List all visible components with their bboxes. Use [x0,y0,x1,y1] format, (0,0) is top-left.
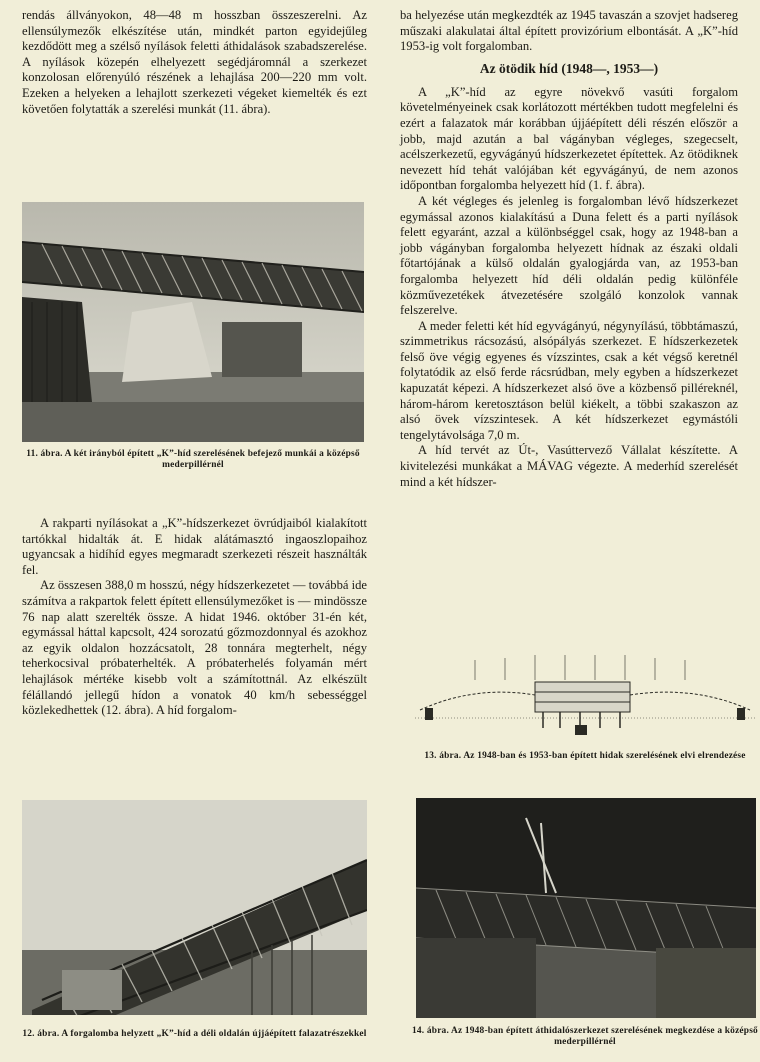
section-heading: Az ötödik híd (1948—, 1953—) [479,60,659,76]
paragraph: A rakparti nyílásokat a „K”-hídszerkezet övrúdjaiból kialakított tartókkal hidalták át. E hidak alátámasztó ingaoszlopaihoz ugyancsak a hidíhíd egyes megmaradt szerkezeti részeit használták fel. [22,516,367,577]
figure-12-caption: 12. ábra. A forgalomba helyzett „K”-híd a déli oldalán újjáépített falazatrészekkel [22,1029,367,1039]
bridge-photo-12 [22,800,367,1015]
paragraph: A két végleges és jelenleg is forgalomban lévő hídszerkezet egymással azonos kialakítású a Duna felett és a parti nyílások felett egyaránt, azzal a különbséggel csak, hogy az 1948-ban a jobb vágányban forgalomba helyezett hídnak az északi oldali főtartójának a külső oldalán gyalogjárda van, az 1953-ban forgalomba helyezett híd déli oldalán pedig különféle közművezetékek átvezetésére szolgáló konzolok vannak felszerelve. [400,193,738,318]
right-column [400,8,738,490]
paragraph: rendás állványokon, 48—48 m hosszban összeszerelni. Az ellensúlymezők elkészítése után, mindkét parton egyidejűleg kezdődött meg a szélső nyílások feletti áthidalások szabadszerelése. A nyílások közepén elhelyezett segédjáromnál a szerkezet konzolosan előrenyúló részének a lehajlása 200—220 mm volt. Ezeken a helyeken a lehajlott szerkezeti végeket kiemelték és ezt követően folytatták a szerelési munkát (11. ábra). [22,8,367,116]
bridge-photo-11 [22,202,364,442]
figure-13-caption: 13. ábra. Az 1948-ban és 1953-ban épített hidak szerelésének elvi elrendezése [424,751,746,761]
bridge-photo-14 [416,798,756,1018]
erection-diagram-13 [415,640,755,745]
figure-14-caption: 14. ábra. Az 1948-ban épített áthidalószerkezet szerelésének megkezdése a középső mederpillérnél [412,1026,758,1047]
paragraph: ba helyezése után megkezdték az 1945 tavaszán a szovjet hadsereg műszaki alakulatai által épített provizórium elbontását. A „K”-híd 1953-ig volt forgalomban. [400,8,738,54]
figure-12-photo [22,800,367,1015]
figure-11-photo [22,202,364,442]
figure-14-photo [416,798,756,1018]
paragraph: Az összesen 388,0 m hosszú, négy hídszerkezetet — továbbá ide számítva a rakpartok felett épített ellensúlymezőket is — mindössze 76 nap alatt szerelték össze. A hidat 1946. október 31-én két, egymással háttal kapcsolt, 424 sorozatú gőzmozdonnyal és azokhoz az egyik oldalon hozzácsatolt, 28 tonnára megterhelt, négy teherkocsival próbaterhelték. A próbaterhelés folyamán mért lehajlások mértéke kisebb volt a számítottnál. Az elkészült félállandó jellegű hídon a vonatok 40 km/h sebességgel közlekedhettek (12. ábra). A híd forgalom- [22,578,367,718]
paragraph: A „K”-híd az egyre növekvő vasúti forgalom követelményeinek csak korlátozott mértékben tudott megfelelni és ezért a falazatok már korábban újjáépített déli részén először a jobb, majd azután a bal vágányban végleges, szegecselt, acélszerkezetű, egyvágányú hídszerkezetet építettek. Az ötödiknek nevezett híd tehát valójában két egyvágányú, de nem azonos időpontban forgalomba helyezett híd (1. f. ábra). [400,84,738,193]
figure-13-diagram [415,640,755,745]
paragraph: A híd tervét az Út-, Vasúttervező Vállalat készítette. A kivitelezési munkákat a MÁVAG végezte. A mederhíd szerelését mind a két hídszer- [400,443,738,489]
figure-11-caption: 11. ábra. A két irányból épített „K”-híd szerelésének befejező munkái a középső mederpillérnél [26,449,360,470]
left-column-body [22,516,367,719]
paragraph: A meder feletti két híd egyvágányú, négynyílású, többtámaszú, szimmetrikus rácsozású, alsópályás szerkezet. E hídszerkezetek felső öve végig egyenes és vízszintes, csak a két végső keretnél folytatódik az első ferde rácsrúdban, mely egyben a hídszerkezet kapuzatát képezi. A hídszerkezet alsó öve a közbenső pilléreknél, három-három keretosztáson belül kiékelt, a többi szakaszon az alsó övek vízszintesek. A két hídszerkezet egymástóli tengelytávolsága 7,0 m. [400,318,738,442]
